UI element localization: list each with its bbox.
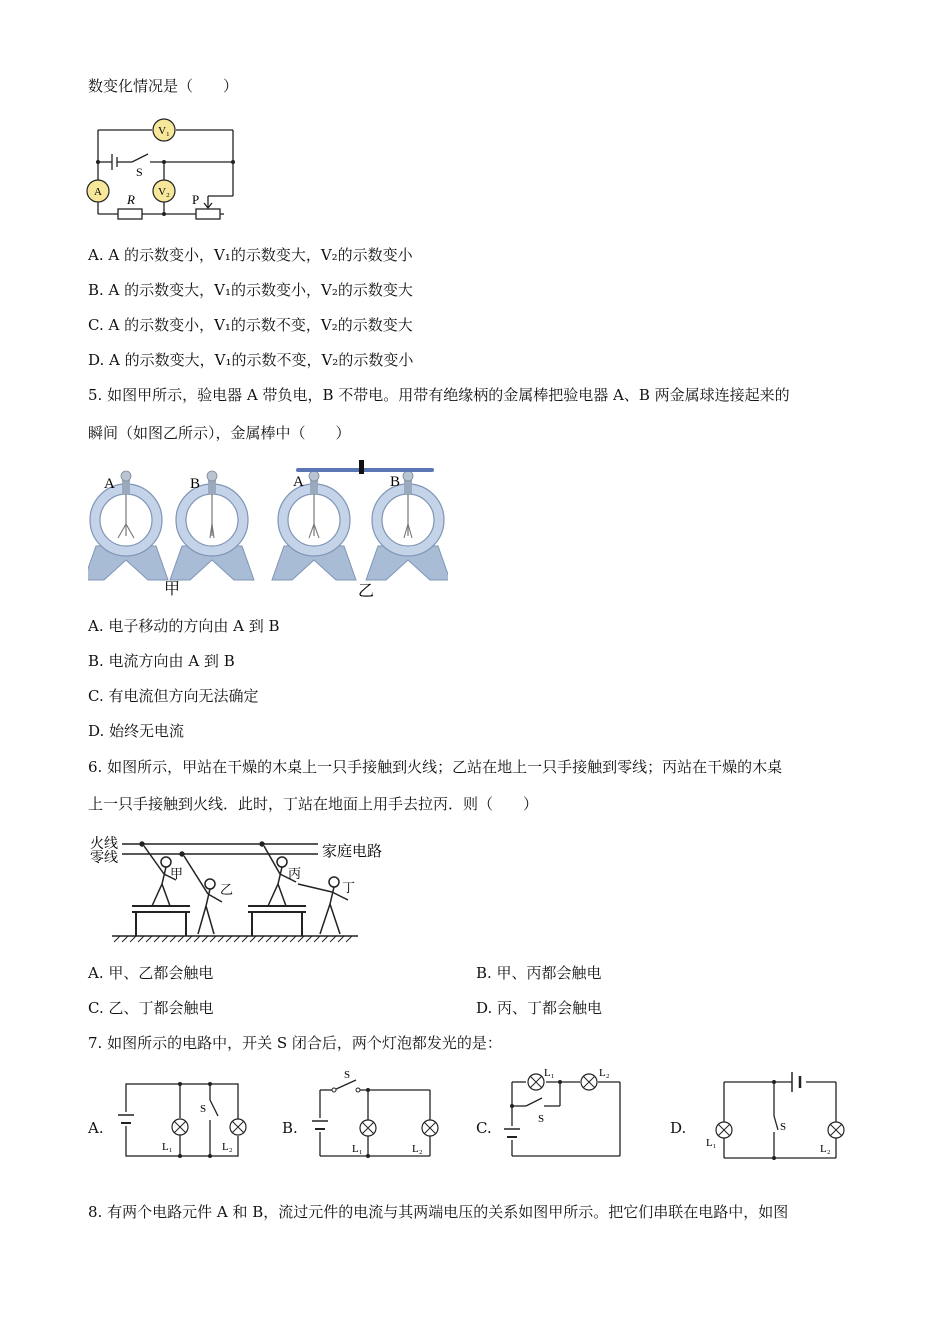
q7-circuit-c: [498, 1066, 628, 1165]
q5-option-c: C. 有电流但方向无法确定: [88, 687, 259, 705]
q6-household-circuit-figure: [86, 828, 396, 943]
q5-label-b-jia: B: [190, 476, 201, 492]
q7a-switch-label: S: [200, 1103, 207, 1115]
q7a-l2-label: L₂: [222, 1141, 233, 1153]
q5-option-b: B. 电流方向由 A 到 B: [88, 652, 235, 670]
q7b-switch-label: S: [344, 1069, 351, 1081]
q4-option-c: C. A 的示数变小，V₁的示数不变，V₂的示数变大: [88, 316, 413, 334]
q5-label-a-jia: A: [104, 476, 115, 492]
q4-option-a: A. A 的示数变小，V₁的示数变大，V₂的示数变小: [88, 246, 413, 264]
q5-label-b-yi: B: [390, 474, 401, 490]
q4-option-b: B. A 的示数变大，V₁的示数变小，V₂的示数变大: [88, 281, 413, 299]
q6-option-a: A. 甲、乙都会触电: [88, 964, 214, 982]
q6-yi-label: 乙: [220, 882, 234, 897]
q5-electroscope-figure: [88, 458, 448, 603]
q4-a-label: A: [94, 186, 102, 198]
q7d-switch-label: S: [780, 1121, 787, 1133]
q6-home-circuit-label: 家庭电路: [322, 844, 383, 860]
q7d-l2-label: L₂: [820, 1143, 831, 1155]
q4-option-d: D. A 的示数变大，V₁的示数不变，V₂的示数变小: [88, 351, 414, 369]
q7-option-c-letter: C.: [476, 1119, 492, 1137]
q5-caption-yi: 乙: [358, 583, 375, 600]
q5-label-a-yi: A: [293, 474, 304, 490]
q4-stem-tail: 数变化情况是（ ）: [88, 77, 239, 95]
q7c-l1-label: L₁: [544, 1067, 555, 1079]
q8-stem-line1: 8. 有两个电路元件 A 和 B，流过元件的电流与其两端电压的关系如图甲所示。把它们串联在电路中，如图: [88, 1203, 789, 1221]
q6-ding-label: 丁: [342, 880, 356, 895]
q7a-l1-label: L₁: [162, 1141, 173, 1153]
q7b-l1-label: L₁: [352, 1143, 363, 1155]
q6-option-b: B. 甲、丙都会触电: [476, 964, 602, 982]
q4-s-label: S: [136, 165, 143, 179]
q6-stem-line1: 6. 如图所示，甲站在干燥的木桌上一只手接触到火线；乙站在地上一只手接触到零线；丙站在干燥的木桌: [88, 758, 783, 776]
q6-jia-label: 甲: [170, 866, 184, 881]
q4-circuit-diagram: [84, 116, 244, 226]
q7-circuit-b: [304, 1066, 444, 1165]
q6-option-c: C. 乙、丁都会触电: [88, 999, 214, 1017]
q7b-l2-label: L₂: [412, 1143, 423, 1155]
q5-option-a: A. 电子移动的方向由 A 到 B: [88, 617, 280, 635]
q5-caption-jia: 甲: [164, 581, 181, 598]
q6-fire-line-label: 火线: [90, 837, 118, 852]
q7-option-a-letter: A.: [88, 1119, 104, 1137]
q7c-switch-label: S: [538, 1113, 545, 1125]
q7d-l1-label: L₁: [706, 1137, 717, 1149]
q7-option-d-letter: D.: [670, 1119, 687, 1137]
q7-option-b-letter: B.: [282, 1119, 298, 1137]
q5-option-d: D. 始终无电流: [88, 722, 185, 740]
q7-circuit-d: [700, 1066, 850, 1165]
q6-option-d: D. 丙、丁都会触电: [476, 999, 603, 1017]
q5-stem-line2: 瞬间（如图乙所示），金属棒中（ ）: [88, 424, 351, 442]
q7c-l2-label: L₂: [599, 1067, 610, 1079]
q4-v2-label: V₂: [158, 186, 170, 198]
q6-zero-line-label: 零线: [90, 851, 118, 866]
q4-v1-label: V₁: [158, 125, 170, 137]
q4-r-label: R: [127, 192, 135, 207]
q6-stem-line2: 上一只手接触到火线．此时，丁站在地面上用手去拉丙．则（ ）: [88, 795, 539, 813]
q6-bing-label: 丙: [288, 866, 302, 881]
q5-stem-line1: 5. 如图甲所示，验电器 A 带负电，B 不带电。用带有绝缘柄的金属棒把验电器 A、B 两金属球连接起来的: [88, 386, 790, 404]
q4-p-label: P: [192, 192, 200, 207]
q7-circuit-a: [112, 1070, 252, 1165]
q7-stem: 7. 如图所示的电路中，开关 S 闭合后，两个灯泡都发光的是：: [88, 1034, 502, 1052]
